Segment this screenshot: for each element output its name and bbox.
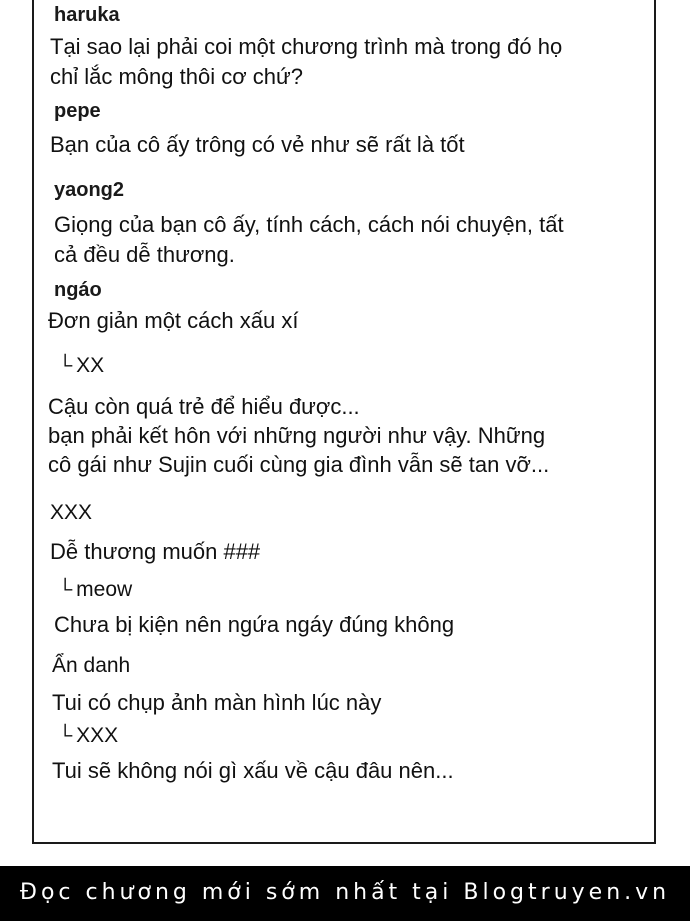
comment-panel: [32, 0, 656, 844]
comment-author: yaong2: [54, 179, 125, 201]
comment-author: haruka: [54, 4, 120, 26]
comment-text: cô gái như Sujin cuối cùng gia đình vẫn sẽ tan vỡ...: [48, 452, 550, 477]
comment-text: Tui sẽ không nói gì xấu về cậu đâu nên...: [52, 758, 454, 783]
comment-author: pepe: [54, 100, 101, 122]
comment-text: Cậu còn quá trẻ để hiểu được...: [48, 394, 360, 419]
comment-text: Đơn giản một cách xấu xí: [48, 308, 299, 333]
reply-author-name: XXX: [76, 724, 119, 747]
reply-marker-icon: └: [58, 725, 73, 747]
comment-text: Dễ thương muốn ###: [50, 539, 261, 564]
reply-author-name: meow: [76, 578, 133, 601]
comment-text: cả đều dễ thương.: [54, 242, 235, 267]
reply-author-name: XX: [76, 354, 105, 377]
reply-author: [58, 578, 132, 602]
reply-marker-icon: └: [58, 579, 73, 601]
comment-author: XXX: [50, 501, 93, 524]
reply-marker-icon: └: [58, 355, 73, 377]
comment-text: Tại sao lại phải coi một chương trình mà trong đó họ: [50, 34, 563, 59]
footer-banner: [0, 866, 690, 921]
comment-author: Ẩn danh: [52, 654, 131, 677]
comment-author: ngáo: [54, 279, 102, 301]
comment-text: chỉ lắc mông thôi cơ chứ?: [50, 64, 303, 89]
comment-text: bạn phải kết hôn với những người như vậy. Những: [48, 423, 546, 448]
comment-text: Tui có chụp ảnh màn hình lúc này: [52, 690, 382, 715]
reply-author: [58, 354, 104, 378]
comment-text: Bạn của cô ấy trông có vẻ như sẽ rất là tốt: [50, 132, 465, 157]
comment-text: Giọng của bạn cô ấy, tính cách, cách nói chuyện, tất: [54, 212, 564, 237]
reply-author: [58, 724, 118, 748]
footer-text: Đọc chương mới sớm nhất tại Blogtruyen.vn: [19, 880, 671, 905]
comment-text: Chưa bị kiện nên ngứa ngáy đúng không: [54, 612, 455, 637]
